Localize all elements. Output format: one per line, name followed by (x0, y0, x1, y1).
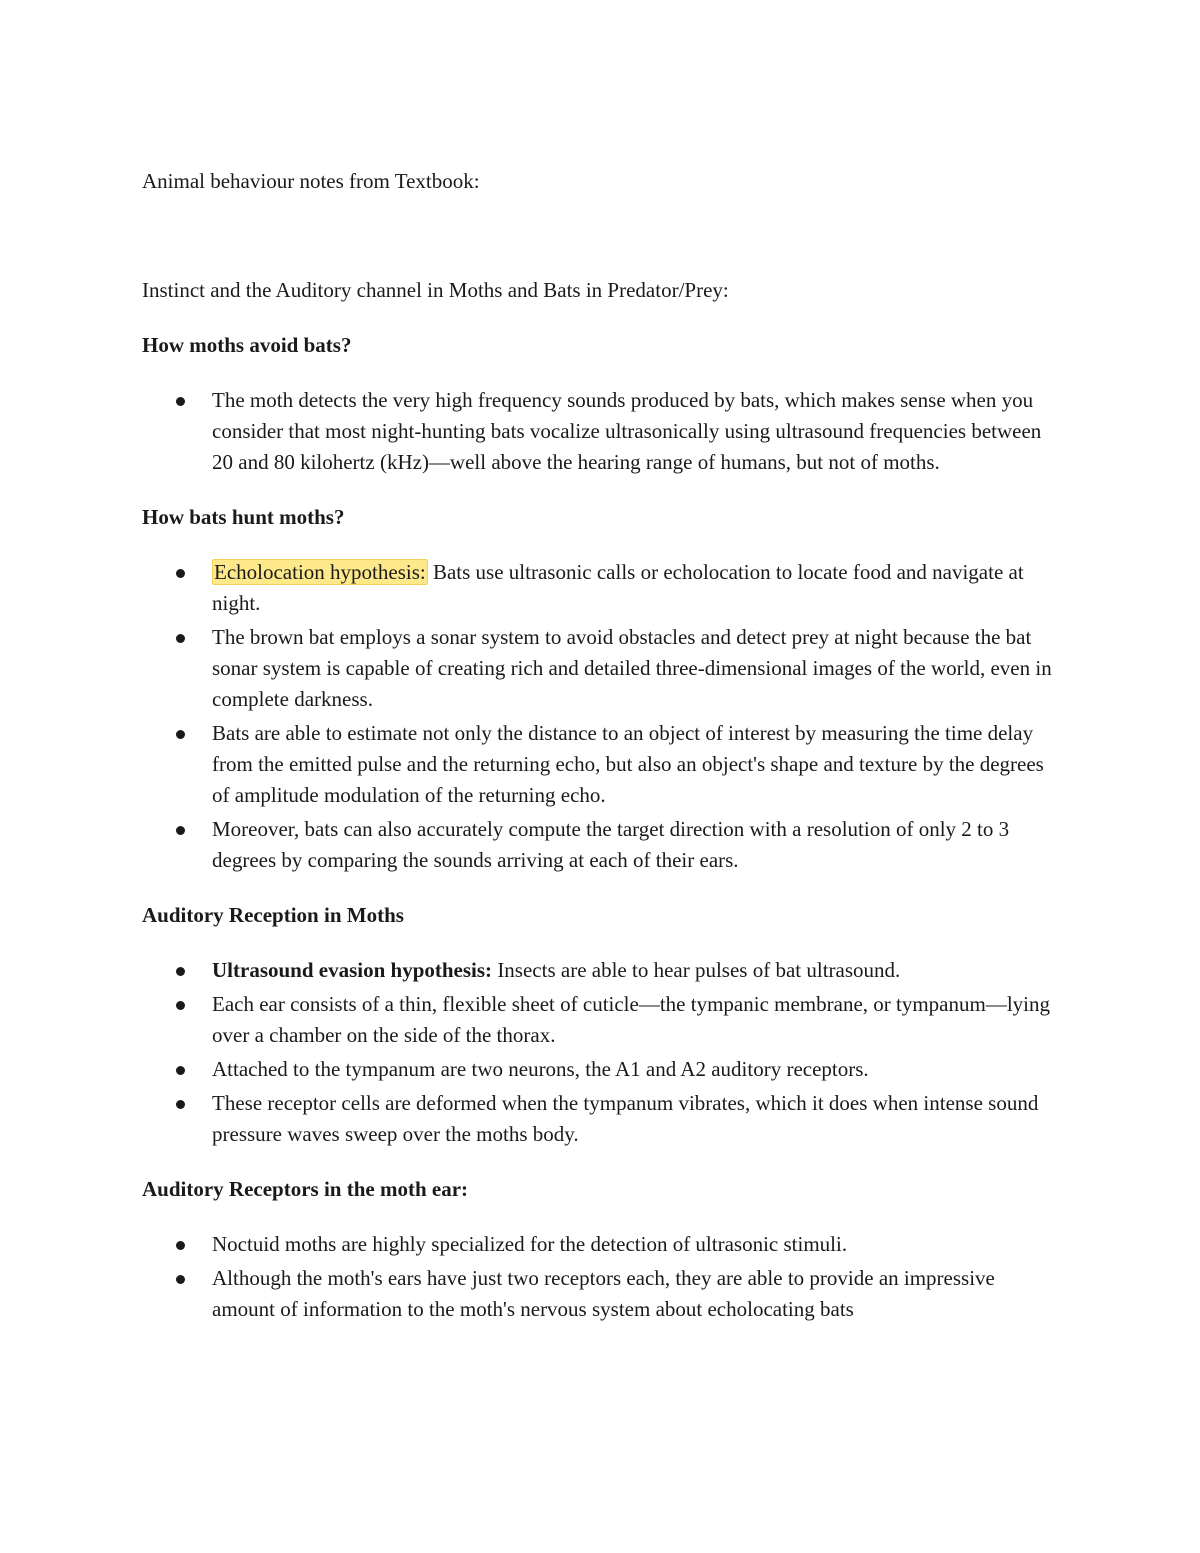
list-item (142, 814, 1062, 876)
list-item (142, 955, 1062, 986)
list-item-text: Bats are able to estimate not only the distance to an object of interest by measuring the time delay from the emitted pulse and the returning echo, but also an object's shape and texture by the degrees of amplitude modulation of the returning echo. (212, 721, 1044, 807)
section-heading-bats-hunt-moths: How bats hunt moths? (142, 505, 345, 529)
bullet-icon (176, 1275, 185, 1284)
list-item-text: Moreover, bats can also accurately compute the target direction with a resolution of only 2 to 3 degrees by comparing the sounds arriving at each of their ears. (212, 817, 1010, 872)
highlighted-term: Echolocation hypothesis: (214, 560, 426, 584)
list-item-text: Attached to the tympanum are two neurons, the A1 and A2 auditory receptors. (212, 1057, 869, 1081)
bullet-icon (176, 1241, 185, 1250)
list-item (142, 1263, 1062, 1325)
list-item (142, 989, 1062, 1051)
section-list-bats-hunt-moths (142, 557, 1062, 876)
bullet-icon (176, 1100, 185, 1109)
list-item-text: Although the moth's ears have just two receptors each, they are able to provide an impressive amount of information to the moth's nervous system about echolocating bats (212, 1266, 995, 1321)
list-item (142, 1088, 1062, 1150)
section-list-auditory-reception (142, 955, 1062, 1150)
list-item-text: Noctuid moths are highly specialized for the detection of ultrasonic stimuli. (212, 1232, 848, 1256)
bullet-icon (176, 1001, 185, 1010)
bullet-icon (176, 826, 185, 835)
list-item (142, 718, 1062, 811)
list-item (142, 385, 1062, 478)
list-item (142, 1054, 1062, 1085)
list-item (142, 1229, 1062, 1260)
section-list-auditory-receptors (142, 1229, 1062, 1325)
section-heading-auditory-receptors: Auditory Receptors in the moth ear: (142, 1177, 469, 1201)
document-page (142, 166, 1062, 1328)
bullet-icon (176, 634, 185, 643)
list-item-text: Bats use ultrasonic calls or echolocation to locate food and navigate at night. (212, 560, 1024, 615)
bullet-icon (176, 967, 185, 976)
list-item (142, 557, 1062, 619)
document-subtitle: Instinct and the Auditory channel in Moths and Bats in Predator/Prey: (142, 278, 729, 302)
list-item-text: The brown bat employs a sonar system to avoid obstacles and detect prey at night because the bat sonar system is capable of creating rich and detailed three-dimensional images of the world, even in complete darkness. (212, 625, 1052, 711)
section-heading-moths-avoid-bats: How moths avoid bats? (142, 333, 352, 357)
list-item-text: The moth detects the very high frequency sounds produced by bats, which makes sense when you consider that most night-hunting bats vocalize ultrasonically using ultrasound frequencies between 20 and 80 kilohertz (kHz)—well above the hearing range of humans, but not of moths. (212, 388, 1042, 474)
bullet-icon (176, 730, 185, 739)
list-item (142, 622, 1062, 715)
section-list-moths-avoid-bats (142, 385, 1062, 478)
bullet-icon (176, 1066, 185, 1075)
bullet-icon (176, 397, 185, 406)
bullet-icon (176, 569, 185, 578)
list-item-text: These receptor cells are deformed when the tympanum vibrates, which it does when intense sound pressure waves sweep over the moths body. (212, 1091, 1039, 1146)
list-item-text: Each ear consists of a thin, flexible sheet of cuticle—the tympanic membrane, or tympanum—lying over a chamber on the side of the thorax. (212, 992, 1051, 1047)
list-item-text: Insects are able to hear pulses of bat ultrasound. (492, 958, 901, 982)
section-heading-auditory-reception: Auditory Reception in Moths (142, 903, 404, 927)
document-title: Animal behaviour notes from Textbook: (142, 169, 480, 193)
bold-term: Ultrasound evasion hypothesis: (212, 958, 493, 982)
